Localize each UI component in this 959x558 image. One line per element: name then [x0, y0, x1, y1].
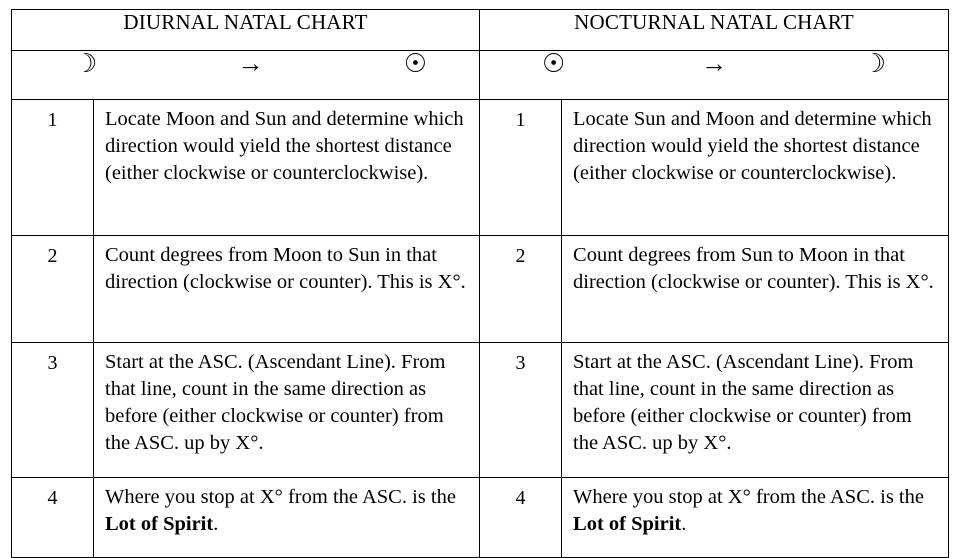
- lot-of-spirit-term: Lot of Spirit: [573, 513, 682, 535]
- step-number: 4: [480, 478, 562, 558]
- nocturnal-step-prefix: Where you stop at X° from the ASC. is the: [573, 486, 924, 508]
- step-number: 1: [480, 100, 562, 236]
- step-number: 4: [12, 478, 94, 558]
- nocturnal-step-text: Start at the ASC. (Ascendant Line). From that line, count in the same direction as before (either clockwise or counter) from the ASC. up by X°.: [562, 343, 949, 478]
- symbol-row: [12, 51, 949, 100]
- diurnal-step-text: Start at the ASC. (Ascendant Line). From that line, count in the same direction as before (either clockwise or counter) from the ASC. up by X°.: [94, 343, 480, 478]
- diurnal-step-suffix: .: [213, 513, 219, 535]
- nocturnal-step-text: Count degrees from Sun to Moon in that direction (clockwise or counter). This is X°.: [562, 236, 949, 343]
- sun-icon: ☉: [542, 49, 566, 78]
- diurnal-step-prefix: Where you stop at X° from the ASC. is the: [105, 486, 456, 508]
- nocturnal-step-suffix: .: [681, 513, 687, 535]
- step-number: 3: [12, 343, 94, 478]
- table-row: [12, 100, 949, 236]
- moon-icon: ☽: [74, 49, 98, 78]
- arrow-right-icon: →: [701, 49, 728, 78]
- step-number: 1: [12, 100, 94, 236]
- lot-of-spirit-table: [11, 9, 949, 558]
- nocturnal-step-text: Locate Sun and Moon and determine which direction would yield the shortest distance (either clockwise or counterclockwise).: [562, 100, 949, 236]
- diurnal-symbols: [12, 51, 480, 100]
- diurnal-header: DIURNAL NATAL CHART: [12, 10, 480, 51]
- table-row: [12, 343, 949, 478]
- table-row: [12, 478, 949, 558]
- table-row: [12, 236, 949, 343]
- step-number: 2: [12, 236, 94, 343]
- nocturnal-header: NOCTURNAL NATAL CHART: [480, 10, 949, 51]
- moon-icon: ☽: [862, 49, 887, 78]
- diurnal-step-text: [94, 478, 480, 558]
- lot-of-spirit-term: Lot of Spirit: [105, 513, 214, 535]
- step-number: 3: [480, 343, 562, 478]
- diurnal-step-text: Locate Moon and Sun and determine which direction would yield the shortest distance (either clockwise or counterclockwise).: [94, 100, 480, 236]
- step-number: 2: [480, 236, 562, 343]
- nocturnal-step-text: [562, 478, 949, 558]
- nocturnal-symbols: [480, 51, 949, 100]
- sun-icon: ☉: [403, 49, 427, 78]
- diurnal-step-text: Count degrees from Moon to Sun in that direction (clockwise or counter). This is X°.: [94, 236, 480, 343]
- arrow-right-icon: →: [237, 49, 264, 78]
- header-row: [12, 10, 949, 51]
